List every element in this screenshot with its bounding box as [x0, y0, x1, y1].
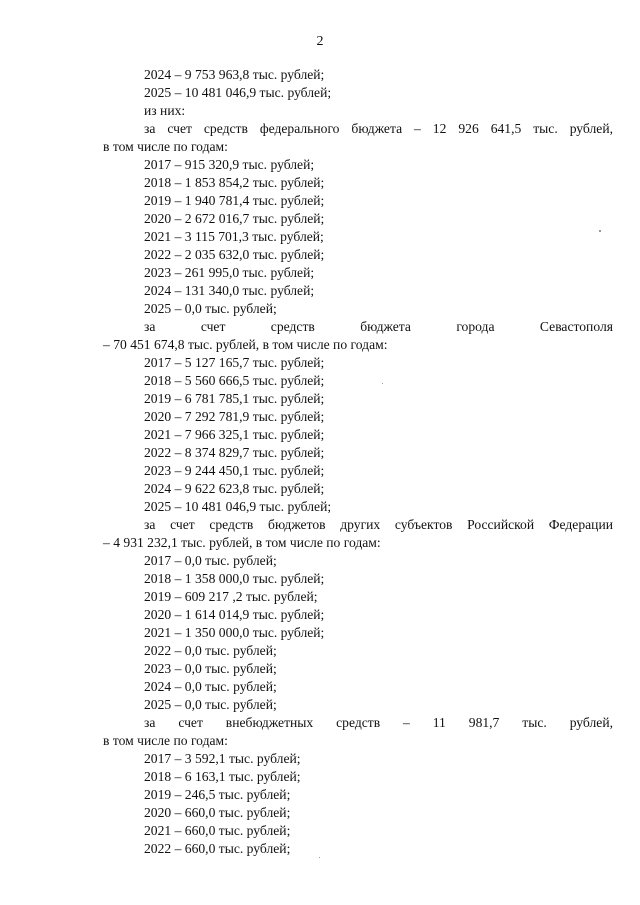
text-line: 2019 – 609 217 ,2 тыс. рублей;	[144, 589, 318, 604]
text-line: 2024 – 9 753 963,8 тыс. рублей;	[144, 67, 325, 82]
text-line: 2021 – 7 966 325,1 тыс. рублей;	[144, 427, 325, 442]
text-line: 2018 – 6 163,1 тыс. рублей;	[144, 769, 301, 784]
text-line: 2024 – 9 622 623,8 тыс. рублей;	[144, 481, 325, 496]
section-heading-extrabudgetary: за счет внебюджетных средств – 11 981,7 тыс. рублей,	[144, 715, 613, 730]
text-line: 2022 – 8 374 829,7 тыс. рублей;	[144, 445, 325, 460]
text-line: 2018 – 1 853 854,2 тыс. рублей;	[144, 175, 325, 190]
text-line: 2025 – 10 481 046,9 тыс. рублей;	[144, 85, 332, 100]
text-line: 2021 – 1 350 000,0 тыс. рублей;	[144, 625, 325, 640]
text-line: 2019 – 6 781 785,1 тыс. рублей;	[144, 391, 325, 406]
text-line: 2023 – 0,0 тыс. рублей;	[144, 661, 277, 676]
text-line: 2024 – 131 340,0 тыс. рублей;	[144, 283, 315, 298]
document-body	[103, 66, 613, 858]
text-line: 2018 – 5 560 666,5 тыс. рублей;	[144, 373, 325, 388]
text-line: 2020 – 660,0 тыс. рублей;	[144, 805, 291, 820]
text-line: – 70 451 674,8 тыс. рублей, в том числе по годам:	[103, 337, 388, 352]
text-line: 2021 – 3 115 701,3 тыс. рублей;	[144, 229, 324, 244]
text-line: в том числе по годам:	[103, 139, 228, 154]
text-line: 2025 – 0,0 тыс. рублей;	[144, 697, 277, 712]
text-line: 2025 – 0,0 тыс. рублей;	[144, 301, 277, 316]
text-line: 2021 – 660,0 тыс. рублей;	[144, 823, 291, 838]
text-line: 2023 – 9 244 450,1 тыс. рублей;	[144, 463, 325, 478]
text-line: 2022 – 0,0 тыс. рублей;	[144, 643, 277, 658]
text-line: 2017 – 3 592,1 тыс. рублей;	[144, 751, 301, 766]
text-line: 2019 – 1 940 781,4 тыс. рублей;	[144, 193, 325, 208]
section-heading-other-regions: за счет средств бюджетов других субъектов Российской Федерации	[144, 517, 613, 532]
text-line: 2022 – 660,0 тыс. рублей;	[144, 841, 291, 856]
section-heading-sevastopol: за счет средств бюджета города Севастополя	[144, 319, 613, 334]
text-line: 2020 – 2 672 016,7 тыс. рублей;	[144, 211, 325, 226]
text-line: 2017 – 0,0 тыс. рублей;	[144, 553, 277, 568]
text-line: 2022 – 2 035 632,0 тыс. рублей;	[144, 247, 325, 262]
text-line: 2020 – 7 292 781,9 тыс. рублей;	[144, 409, 325, 424]
text-line: 2018 – 1 358 000,0 тыс. рублей;	[144, 571, 325, 586]
text-line: из них:	[144, 103, 186, 118]
text-line: 2025 – 10 481 046,9 тыс. рублей;	[144, 499, 332, 514]
text-line: 2017 – 915 320,9 тыс. рублей;	[144, 157, 315, 172]
text-line: 2017 – 5 127 165,7 тыс. рублей;	[144, 355, 325, 370]
text-line: 2019 – 246,5 тыс. рублей;	[144, 787, 291, 802]
scan-speck	[599, 230, 601, 232]
scan-speck	[382, 383, 383, 384]
text-line: – 4 931 232,1 тыс. рублей, в том числе по годам:	[103, 535, 381, 550]
scan-speck	[319, 857, 320, 858]
text-line: 2020 – 1 614 014,9 тыс. рублей;	[144, 607, 325, 622]
section-heading-federal: за счет средств федерального бюджета – 12 926 641,5 тыс. рублей,	[144, 121, 613, 136]
text-line: 2023 – 261 995,0 тыс. рублей;	[144, 265, 315, 280]
text-line: 2024 – 0,0 тыс. рублей;	[144, 679, 277, 694]
page-number: 2	[316, 34, 324, 49]
text-line: в том числе по годам:	[103, 733, 228, 748]
